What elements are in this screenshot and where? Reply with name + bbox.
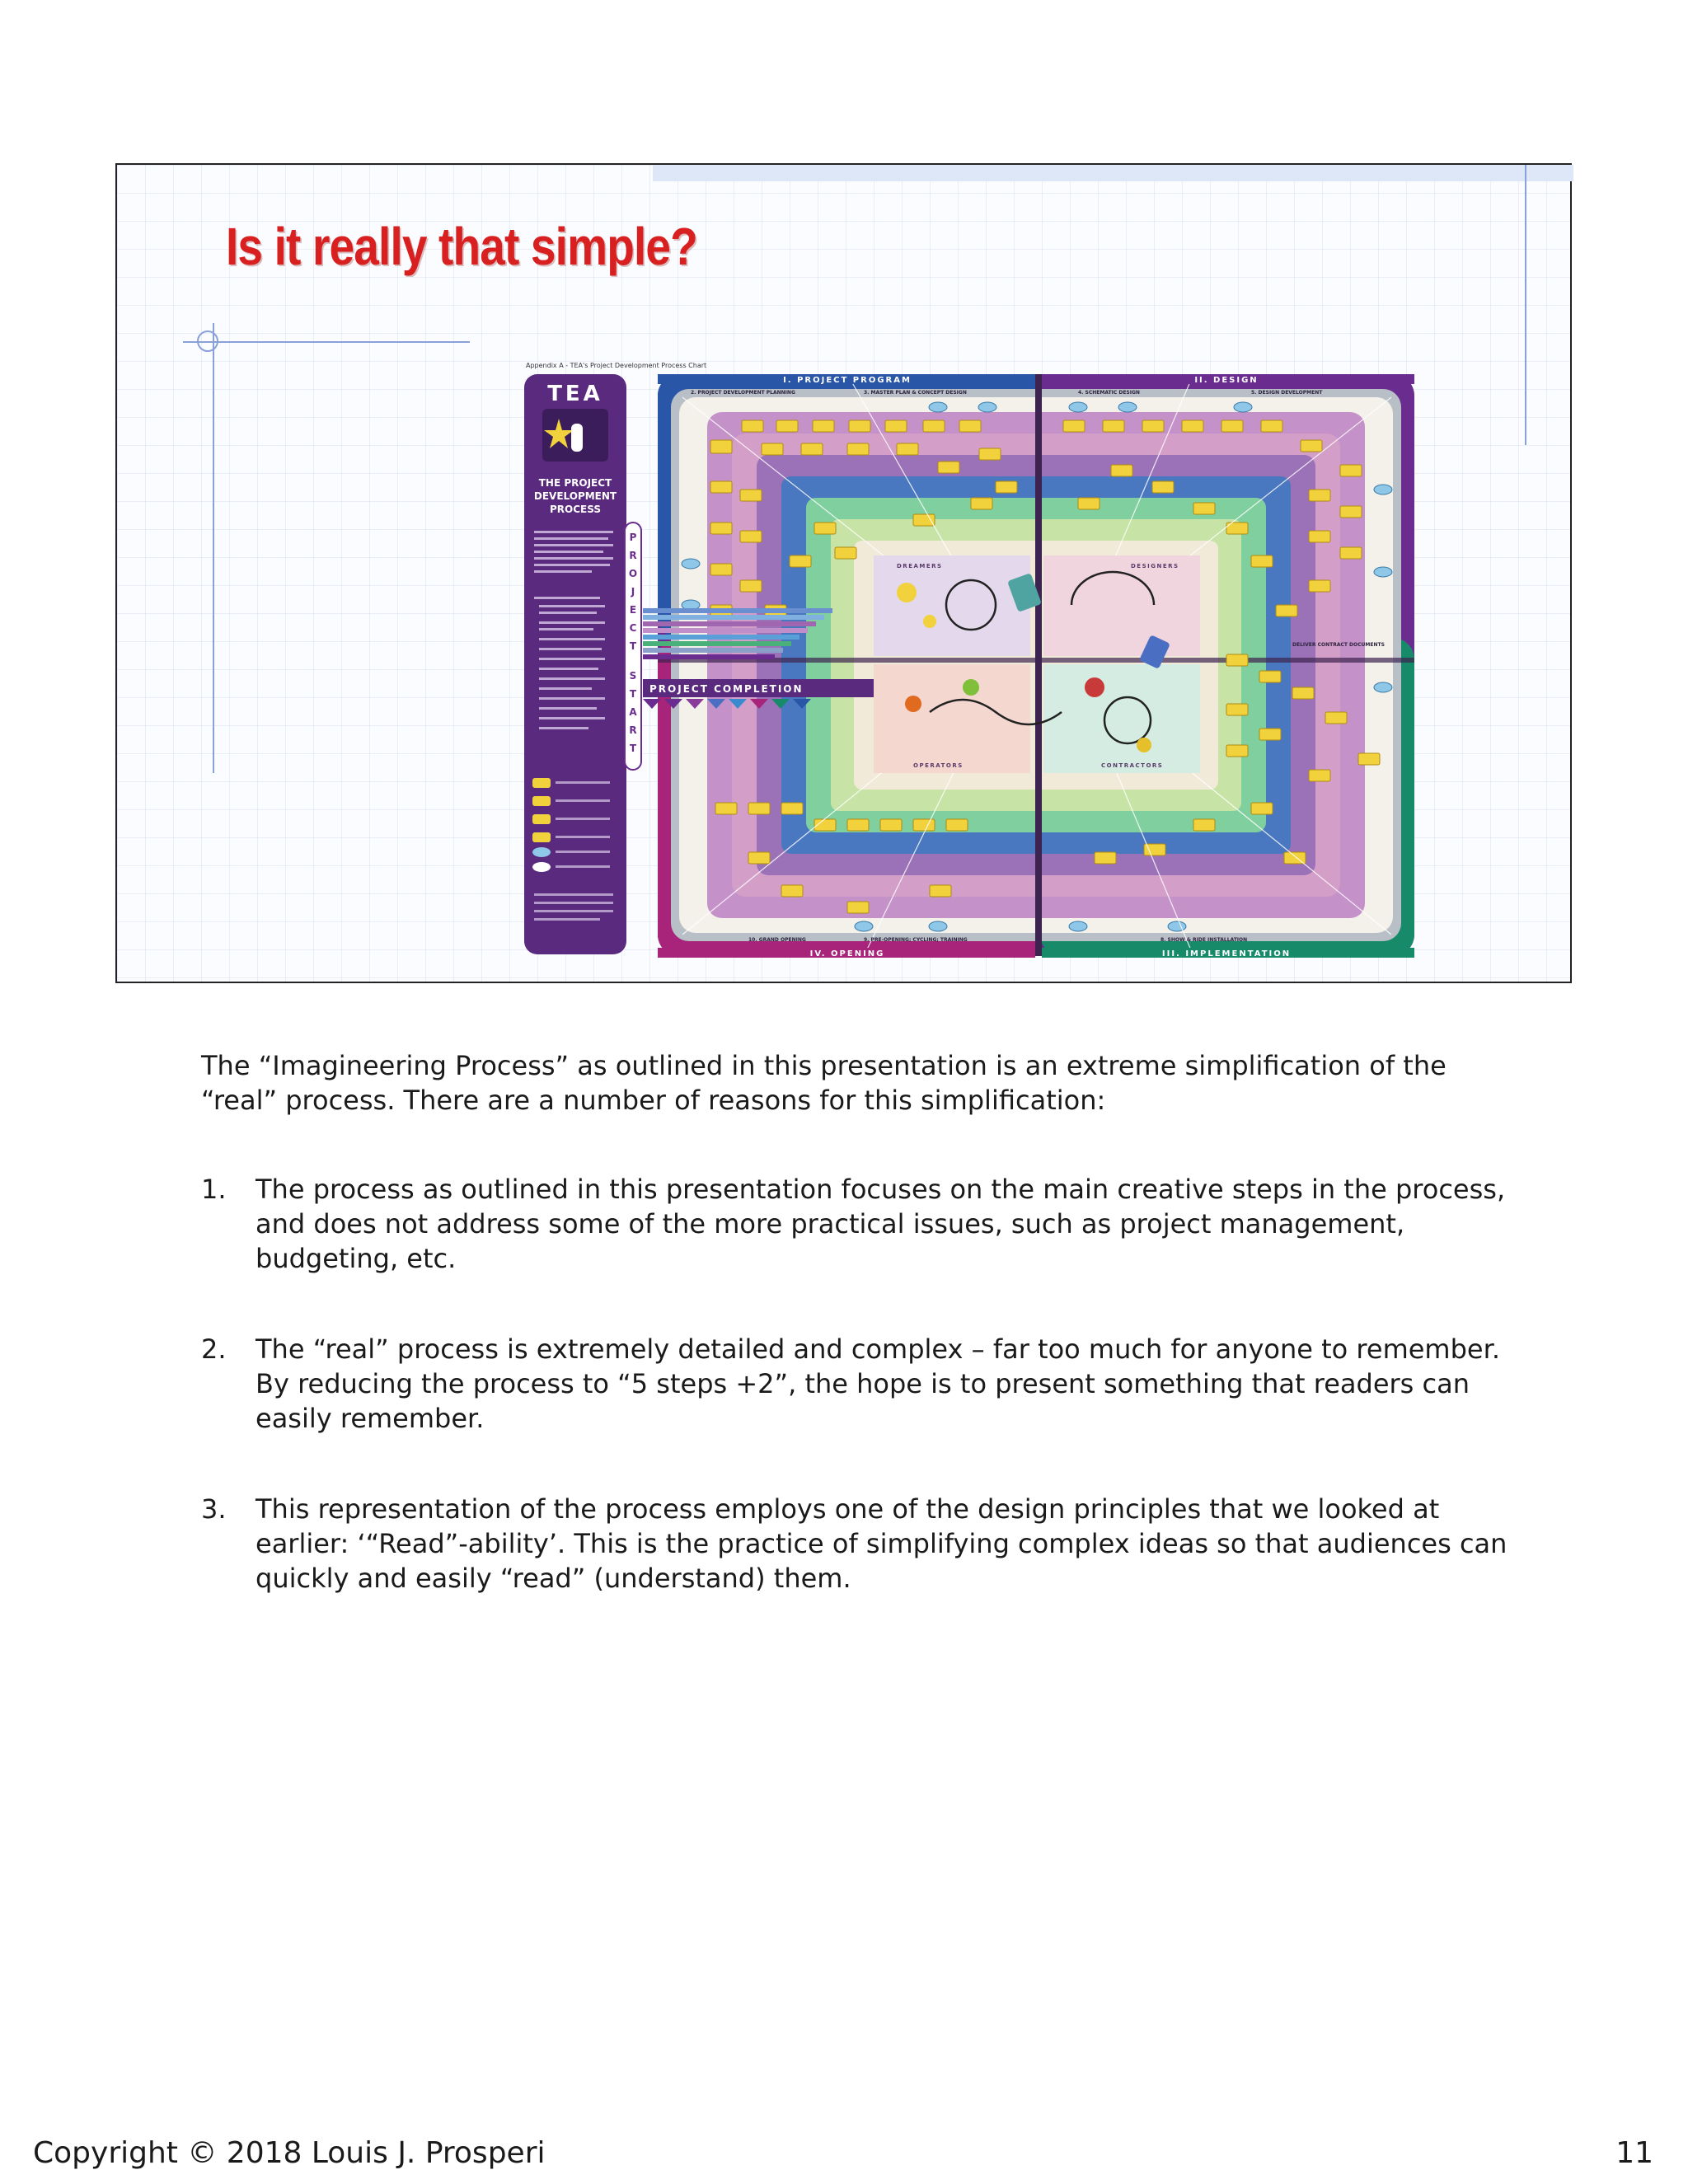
tea-heading-line-1: THE PROJECT	[538, 477, 612, 489]
list-text: The “real” process is extremely detailed and complex – far too much for anyone to remember. By reducing the process to “5 steps +2”, the hope is to present something that readers can easily remember.	[256, 1333, 1500, 1434]
slide-title: Is it really that simple?	[226, 217, 697, 276]
label-contractors: CONTRACTORS	[1101, 762, 1164, 769]
list-number: 2.	[201, 1333, 227, 1365]
svg-text:T: T	[629, 640, 637, 652]
deco-right-vertical-line	[1525, 165, 1526, 445]
svg-text:P: P	[629, 532, 637, 543]
slide	[115, 163, 1572, 983]
list-item	[201, 1172, 1520, 1276]
svg-text:A: A	[629, 706, 637, 718]
list-number: 3.	[201, 1493, 227, 1525]
slide-top-band	[653, 165, 1573, 181]
svg-text:O: O	[628, 568, 638, 579]
phase-5: 5. DESIGN DEVELOPMENT	[1251, 390, 1323, 396]
svg-text:T: T	[629, 688, 637, 700]
project-completion-label: PROJECT COMPLETION	[649, 683, 804, 695]
chart-caption: Appendix A - TEA's Project Development Process Chart	[526, 362, 707, 369]
center-dreamers-panel	[874, 555, 1030, 656]
center-designers-panel	[1043, 555, 1200, 656]
quadrant-implementation: III. IMPLEMENTATION	[1161, 949, 1292, 958]
label-operators: OPERATORS	[913, 762, 964, 769]
svg-text:R: R	[629, 724, 637, 736]
tea-heading-line-3: PROCESS	[550, 504, 601, 515]
deco-circle	[197, 330, 218, 352]
deco-horizontal-line	[183, 341, 470, 343]
svg-text:T: T	[629, 743, 637, 754]
svg-text:E: E	[629, 604, 637, 616]
list-text: This representation of the process employs one of the design principles that we looked at earlier: ‘“Read”-ability’. This is the practice of simplifying complex ideas so that audiences can quickly and easily “read” (understand) them.	[256, 1493, 1507, 1594]
process-chart	[402, 358, 1385, 1128]
intro-paragraph: The “Imagineering Process” as outlined in this presentation is an extreme simplification of the “real” process. There are a number of reasons for this simplification:	[201, 1050, 1447, 1116]
svg-text:C: C	[629, 622, 637, 634]
list-number: 1.	[201, 1174, 227, 1205]
tea-heading-line-2: DEVELOPMENT	[533, 490, 617, 502]
phase-9: 9. PRE-OPENING; CYCLING; TRAINING	[864, 937, 968, 943]
svg-text:J: J	[631, 586, 635, 598]
phase-3: 3. MASTER PLAN & CONCEPT DESIGN	[864, 390, 967, 396]
svg-text:S: S	[629, 670, 637, 682]
phase-10: 10. GRAND OPENING	[748, 937, 806, 943]
quadrant-opening: IV. OPENING	[809, 949, 885, 958]
phase-4: 4. SCHEMATIC DESIGN	[1078, 390, 1140, 396]
list-item	[201, 1492, 1520, 1596]
deco-vertical-line	[213, 323, 214, 773]
reasons-list	[201, 1172, 1520, 1596]
tea-logo: TEA	[547, 382, 603, 406]
center-contractors-panel	[1043, 664, 1200, 773]
body-text	[201, 1048, 1520, 1652]
quadrant-project-program: I. PROJECT PROGRAM	[783, 376, 912, 385]
label-dreamers: DREAMERS	[897, 563, 943, 569]
copyright-notice: Copyright © 2018 Louis J. Prosperi	[33, 2136, 546, 2170]
svg-text:R: R	[629, 550, 637, 561]
deliver-contract-docs: DELIVER CONTRACT DOCUMENTS	[1292, 642, 1385, 648]
label-designers: DESIGNERS	[1131, 563, 1179, 569]
phase-8: 8. SHOW & RIDE INSTALLATION	[1160, 937, 1248, 943]
page-number: 11	[1615, 2136, 1653, 2170]
list-text: The process as outlined in this presentation focuses on the main creative steps in the process, and does not address some of the more practical issues, such as project management, budgeting, etc.	[256, 1174, 1506, 1274]
phase-2: 2. PROJECT DEVELOPMENT PLANNING	[691, 390, 795, 396]
list-item	[201, 1332, 1520, 1436]
quadrant-design: II. DESIGN	[1194, 376, 1259, 385]
